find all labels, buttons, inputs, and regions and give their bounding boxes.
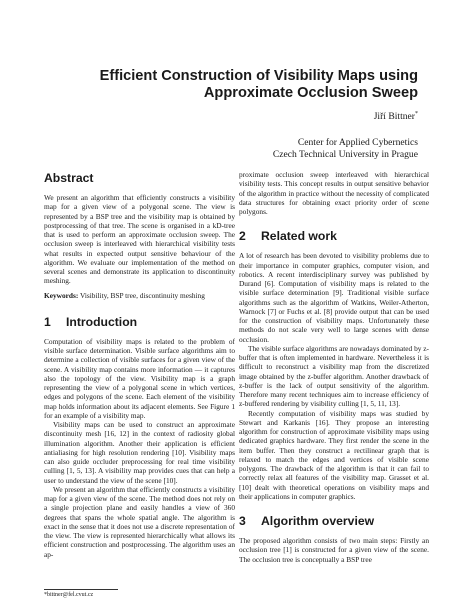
abstract-continuation: proximate occlusion sweep interleaved with hierarchical visibility tests. This concept results in output sensitive behavior of the algorithm in practice without the necessity of complicated data structures for obtaining exact priority order of scene polygons.	[239, 170, 429, 216]
intro-paragraph-2: Visibility maps can be used to construct an approximate discontinuity mesh [16, 12] in the context of radiosity global illumination algorithm. Another their application is efficient antialiasing for high resolution rendering [10]. Visibility maps can also guide occluder preprocessing for real time visibility culling [1, 5, 13]. A visibility map provides cues that can help a user to understand the view of the scene [10].	[44, 420, 235, 485]
section-1-heading	[44, 315, 235, 329]
affiliation	[200, 137, 418, 161]
author-text: Jiří Bittner	[373, 111, 415, 123]
related-paragraph-1: A lot of research has been devoted to visibility problems due to their importance in computer graphics, computer vision, and robotics. A recent interdisciplinary survey was published by Durand [6]. Computation of visibility maps is related to the visible surface determination [9]. Traditional visible surface algorithms such as the algorithm of Watkins, Weiler-Atherton, Warnock [7] or Fuchs et al. [8] provide output that can be used for the construction of visibility maps. Unfortunately these methods do not scale very well to large scenes with dense occlusion.	[239, 251, 429, 344]
related-paragraph-3: Recently computation of visibility maps was studied by Stewart and Karkanis [16]. They propose an interesting algorithm for construction of approximate visibility maps using dedicated graphics hardware. They first render the scene in the item buffer. Then they construct a rectilinear graph that is relaxed to match the edges and vertices of visible scene polygons. The drawback of the algorithm is that it can fail to correctly relax all features of the visibility map. Grasset et al. [10] dealt with theoretical operations on visibility maps and their applications in computer graphics.	[239, 408, 429, 501]
section-3-number: 3	[239, 514, 246, 528]
right-column	[239, 170, 429, 564]
abstract-heading: Abstract	[44, 171, 94, 185]
section-1-title: Introduction	[66, 314, 138, 329]
title-line-1: Efficient Construction of Visibility Maps using	[99, 68, 418, 84]
footnote-email: *bittner@fel.cvut.cz	[44, 592, 94, 598]
footnote-rule	[44, 589, 118, 590]
left-column	[44, 170, 235, 559]
author-footnote-mark: *	[415, 111, 418, 117]
title-line-2: Approximate Occlusion Sweep	[203, 85, 418, 101]
section-2-heading	[239, 229, 429, 243]
keywords	[44, 291, 235, 300]
affiliation-line-2: Czech Technical University in Prague	[272, 149, 418, 160]
related-paragraph-2: The visible surface algorithms are nowadays dominated by z-buffer that is often implemented in hardware. Nevertheless it is difficult to reconstruct a visibility map from the discretized image obtained by the z-buffer algorithm. Another drawback of z-buffer is the lack of output sensitivity of the algorithm. Therefore many recent techniques aim to increase efficiency of z-buffered rendering by visibility culling [1, 5, 11, 13].	[239, 343, 429, 409]
paper-title	[40, 68, 418, 102]
section-2-number: 2	[239, 229, 246, 244]
author-name	[200, 111, 418, 122]
keywords-label: Keywords:	[44, 290, 79, 300]
algorithm-paragraph-1: The proposed algorithm consists of two main steps: Firstly an occlusion tree [1] is constructed for a given view of the scene. The occlusion tree is conceptually a BSP tree	[239, 536, 429, 564]
section-3-title: Algorithm overview	[261, 514, 375, 528]
keywords-text: Visibility, BSP tree, discontinuity meshing	[80, 290, 205, 300]
intro-paragraph-1: Computation of visibility maps is related to the problem of visible surface determination. Visible surface algorithms aim to determine a collection of visible surfaces for a given view of the scene. A visibility map contains more information — it captures also the topology of the view. Visibility map is a graph representing the view of a polygonal scene in which vertices, edges and polygons of the scene. Each element of the visibility map holds information about its adjacent elements. See Figure 1 for an example of a visibility map.	[44, 336, 235, 420]
section-1-number: 1	[44, 314, 51, 329]
intro-paragraph-3: We present an algorithm that efficiently constructs a visibility map for a given view of the scene. The method does not rely on a single projection plane and easily handles a view of 360 degrees that spans the whole spatial angle. The algorithm is exact in the sense that it does not use a discrete representation of the view. The view is represented hierarchically what allows its efficient construction and postprocessing. The algorithm uses an ap-	[44, 484, 235, 559]
section-2-title: Related work	[261, 229, 337, 244]
abstract-text: We present an algorithm that efficiently constructs a visibility map for a given view of a polygonal scene. The view is represented by a BSP tree and the visibility map is obtained by postprocessing of that tree. The scene is organised in a kD-tree that is used to perform an approximate occlusion sweep. The occlusion sweep is interleaved with hierarchical visibility tests what results in expected output sensitive behaviour of the algorithm. We evaluate our implementation of the method on several scenes and demonstrate its application to discontinuity meshing.	[44, 193, 235, 286]
affiliation-line-1: Center for Applied Cybernetics	[297, 137, 418, 148]
section-3-heading	[239, 514, 429, 528]
